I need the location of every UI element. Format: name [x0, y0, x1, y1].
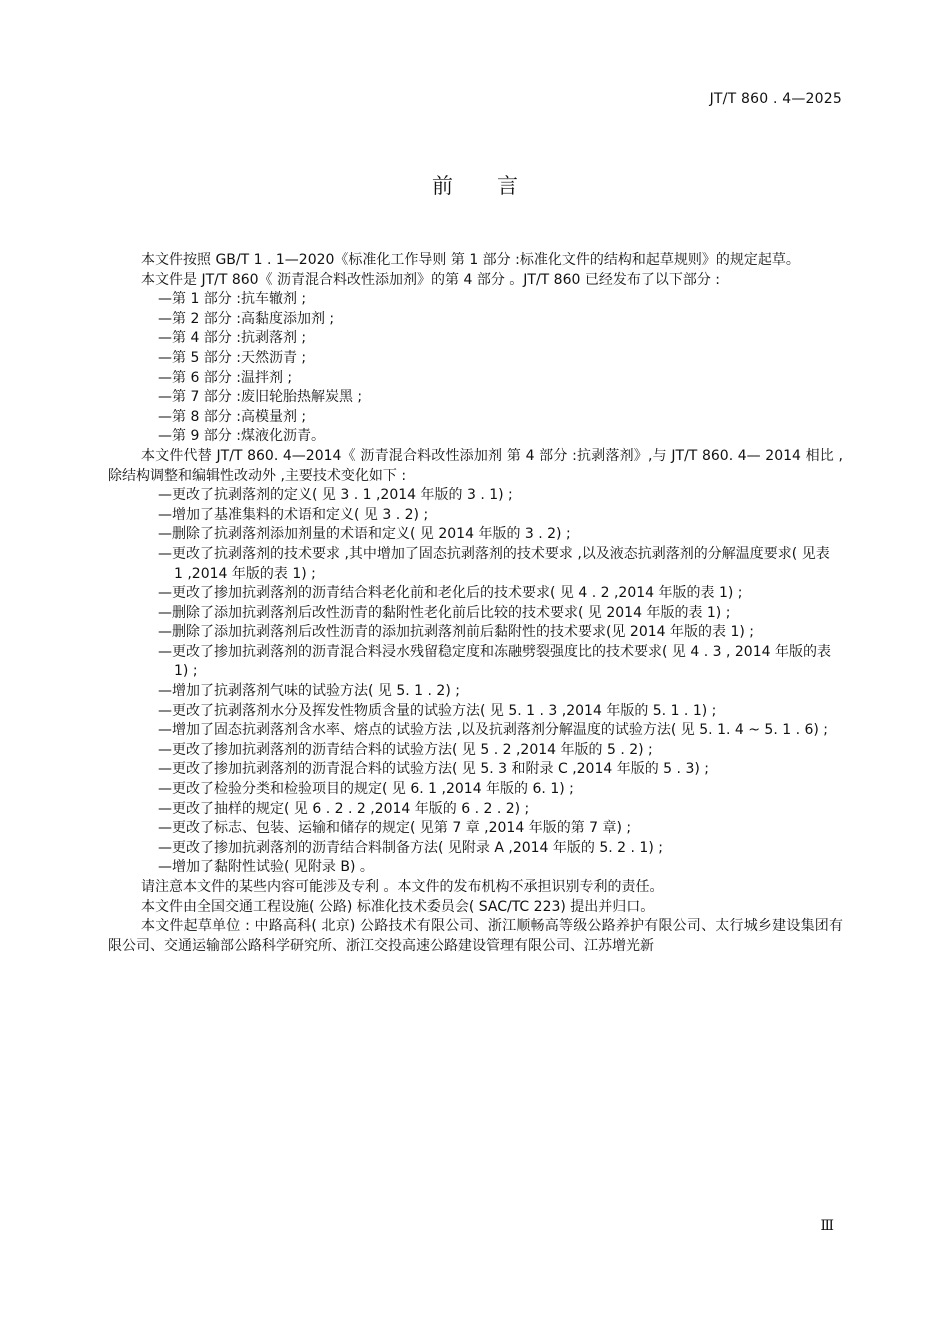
foreword-body — [108, 251, 843, 956]
list-item: —更改了检验分类和检验项目的规定( 见 6. 1 ,2014 年版的 6. 1) ; — [158, 781, 574, 798]
list-item: —更改了标志、包装、运输和储存的规定( 见第 7 章 ,2014 年版的第 7 章) ; — [158, 820, 632, 837]
list-item: —更改了掺加抗剥落剂的沥青混合料的试验方法( 见 5. 3 和附录 C ,2014 年版的 5 . 3) ; — [158, 761, 709, 778]
list-item: —第 1 部分 :抗车辙剂 ; — [158, 291, 307, 308]
list-item: —增加了抗剥落剂气味的试验方法( 见 5. 1 . 2) ; — [158, 683, 460, 700]
list-item: —更改了抗剥落剂水分及挥发性物质含量的试验方法( 见 5. 1 . 3 ,2014 年版的 5. 1 . 1) ; — [158, 702, 717, 719]
paragraph-replacement: 本文件代替 JT/T 860. 4—2014《 沥青混合料改性添加剂 第 4 部分 :抗剥落剂》,与 JT/T 860. 4— 2014 相比 ,除结构调整和编辑性改动外 ,主要技术变化如下 : — [108, 447, 843, 484]
list-item: —第 6 部分 :温拌剂 ; — [158, 369, 293, 386]
list-item: —增加了固态抗剥落剂含水率、熔点的试验方法 ,以及抗剥落剂分解温度的试验方法( 见 5. 1. 4 ~ 5. 1 . 6) ; — [158, 722, 829, 739]
list-item: —删除了添加抗剥落剂后改性沥青的添加抗剥落剂前后黏附性的技术要求(见 2014 年版的表 1) ; — [158, 624, 754, 641]
title-char-1: 前 — [432, 174, 453, 198]
page-title — [0, 170, 950, 200]
list-item: —第 2 部分 :高黏度添加剂 ; — [158, 310, 335, 327]
parts-list — [108, 290, 843, 447]
list-item: —更改了掺加抗剥落剂的沥青结合料的试验方法( 见 5 . 2 ,2014 年版的 5 . 2) ; — [158, 741, 653, 758]
standard-code: JT/T 860 . 4—2025 — [709, 91, 842, 107]
list-item: —增加了基准集料的术语和定义( 见 3 . 2) ; — [158, 506, 429, 523]
list-item: —删除了添加抗剥落剂后改性沥青的黏附性老化前后比较的技术要求( 见 2014 年版的表 1) ; — [158, 604, 731, 621]
list-item: —第 4 部分 :抗剥落剂 ; — [158, 330, 307, 347]
list-item: —更改了抗剥落剂的技术要求 ,其中增加了固态抗剥落剂的技术要求 ,以及液态抗剥落剂的分解温度要求( 见表 1 ,2014 年版的表 1) ; — [158, 545, 830, 582]
list-item: —更改了抽样的规定( 见 6 . 2 . 2 ,2014 年版的 6 . 2 . 2) ; — [158, 800, 530, 817]
list-item: —增加了黏附性试验( 见附录 B) 。 — [158, 859, 374, 876]
list-item: —第 9 部分 :煤液化沥青。 — [158, 428, 325, 445]
list-item: —第 7 部分 :废旧轮胎热解炭黑 ; — [158, 389, 363, 406]
list-item: —更改了掺加抗剥落剂的沥青结合料制备方法( 见附录 A ,2014 年版的 5. 2 . 1) ; — [158, 839, 663, 856]
changes-list — [108, 486, 843, 878]
paragraph-proposer: 本文件由全国交通工程设施( 公路) 标准化技术委员会( SAC/TC 223) 提出并归口。 — [141, 898, 655, 915]
paragraph-patent-notice: 请注意本文件的某些内容可能涉及专利 。本文件的发布机构不承担识别专利的责任。 — [141, 879, 664, 895]
list-item: —删除了抗剥落剂添加剂量的术语和定义( 见 2014 年版的 3 . 2) ; — [158, 526, 571, 543]
paragraph-drafting-units: 本文件起草单位 : 中路高科( 北京) 公路技术有限公司、浙江顺畅高等级公路养护有限公司、太行城乡建设集团有限公司、交通运输部公路科学研究所、浙江交投高速公路建设管理有限公司、江苏增光新 — [108, 918, 843, 954]
list-item: —更改了掺加抗剥落剂的沥青混合料浸水残留稳定度和冻融劈裂强度比的技术要求( 见 4 . 3 , 2014 年版的表 1) ; — [158, 643, 831, 680]
paragraph-series-intro: 本文件是 JT/T 860《 沥青混合料改性添加剂》的第 4 部分 。JT/T 860 已经发布了以下部分 : — [141, 271, 721, 288]
list-item: —第 8 部分 :高模量剂 ; — [158, 408, 307, 425]
paragraph-drafting-rules: 本文件按照 GB/T 1 . 1—2020《标准化工作导则 第 1 部分 :标准化文件的结构和起草规则》的规定起草。 — [141, 252, 800, 268]
list-item: —更改了掺加抗剥落剂的沥青结合料老化前和老化后的技术要求( 见 4 . 2 ,2014 年版的表 1) ; — [158, 585, 743, 602]
title-char-2: 言 — [497, 174, 518, 198]
page-number: Ⅲ — [820, 1218, 834, 1234]
list-item: —更改了抗剥落剂的定义( 见 3 . 1 ,2014 年版的 3 . 1) ; — [158, 487, 513, 504]
list-item: —第 5 部分 :天然沥青 ; — [158, 349, 307, 366]
